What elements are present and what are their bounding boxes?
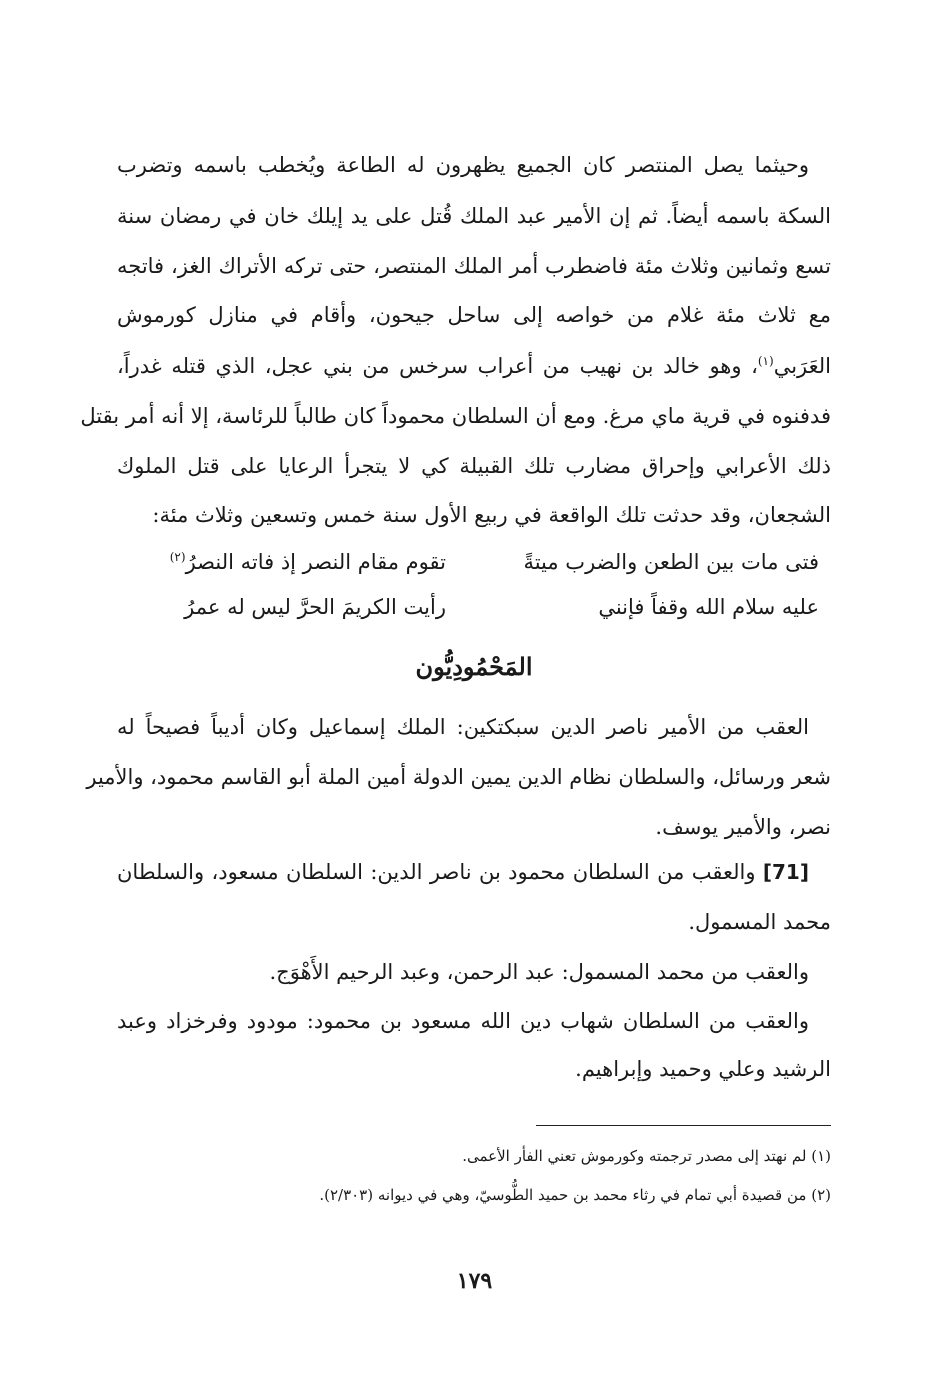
verse-row <box>117 590 831 624</box>
paragraph-line: وحيثما يصل المنتصر كان الجميع يظهرون له الطاعة ويُخطب باسمه وتضرب <box>117 153 809 177</box>
paragraph-line: شعر ورسائل، والسلطان نظام الدين يمين الدولة أمين الملة أبو القاسم محمود، والأمير <box>86 765 831 789</box>
paragraph-line: ذلك الأعرابي وإحراق مضارب تلك القبيلة كي لا يتجرأ الرعايا على قتل الملوك <box>117 454 831 478</box>
verse-hemistich: رأيت الكريمَ الحرَّ ليس له عمرُ <box>184 595 446 619</box>
paragraph-line <box>117 857 809 887</box>
paragraph-text: ، وهو خالد بن نهيب من أعراب سرخس من بني عجل، الذي قتله غدراً، <box>117 354 758 378</box>
section-heading: المَحْمُودِيُّون <box>415 652 533 681</box>
page-number: ١٧٩ <box>456 1268 493 1294</box>
paragraph-line: فدفنوه في قرية ماي مرغ. ومع أن السلطان محموداً كان طالباً للرئاسة، إلا أنه أمر بقتل <box>80 404 831 428</box>
footnote-divider <box>536 1125 831 1126</box>
verse-hemistich: عليه سلام الله وقفاً فإنني <box>598 595 819 619</box>
paragraph-text: العَرَبي <box>773 354 831 378</box>
footnote: (٢) من قصيدة أبي تمام في رثاء محمد بن حميد الطُّوسيّ، وهي في ديوانه (٢/٣٠٣). <box>319 1186 831 1204</box>
verse-row <box>117 545 831 579</box>
paragraph-line: الشجعان، وقد حدثت تلك الواقعة في ربيع الأول سنة خمس وتسعين وثلاث مئة: <box>152 503 831 527</box>
paragraph-line: محمد المسمول. <box>688 910 831 934</box>
paragraph-line: الرشيد وعلي وحميد وإبراهيم. <box>575 1057 831 1081</box>
paragraph-line: العقب من الأمير ناصر الدين سبكتكين: الملك إسماعيل وكان أديباً فصيحاً له <box>117 715 809 739</box>
paragraph-line: تسع وثمانين وثلاث مئة فاضطرب أمر الملك المنتصر، حتى تركه الأتراك الغز، فاتجه <box>117 254 831 278</box>
paragraph-line: السكة باسمه أيضاً. ثم إن الأمير عبد الملك قُتل على يد إيلك خان في رمضان سنة <box>117 204 831 228</box>
verse-text: تقوم مقام النصر إذ فاته النصرُ <box>185 550 446 574</box>
paragraph-line: نصر، والأمير يوسف. <box>655 815 831 839</box>
verse-hemistich <box>170 545 446 579</box>
paragraph-text: والعقب من السلطان محمود بن ناصر الدين: السلطان مسعود، والسلطان <box>117 860 756 884</box>
paragraph-line: والعقب من السلطان شهاب دين الله مسعود بن محمود: مودود وفرخزاد وعبد <box>117 1009 809 1033</box>
footnote: (١) لم نهتد إلى مصدر ترجمته وكورموش تعني الفأر الأعمى. <box>462 1147 831 1165</box>
verse-hemistich: فتى مات بين الطعن والضرب ميتةً <box>523 550 819 574</box>
paragraph-line: مع ثلاث مئة غلام من خواصه إلى ساحل جيحون، وأقام في منازل كورموش <box>117 303 831 327</box>
footnote-reference: (٢) <box>169 550 186 564</box>
footnote-reference: (١) <box>757 354 774 368</box>
paragraph-line <box>117 351 831 381</box>
folio-marker: [71] <box>762 860 809 884</box>
paragraph-line: والعقب من محمد المسمول: عبد الرحمن، وعبد الرحيم الأَهْوَج. <box>269 960 809 984</box>
